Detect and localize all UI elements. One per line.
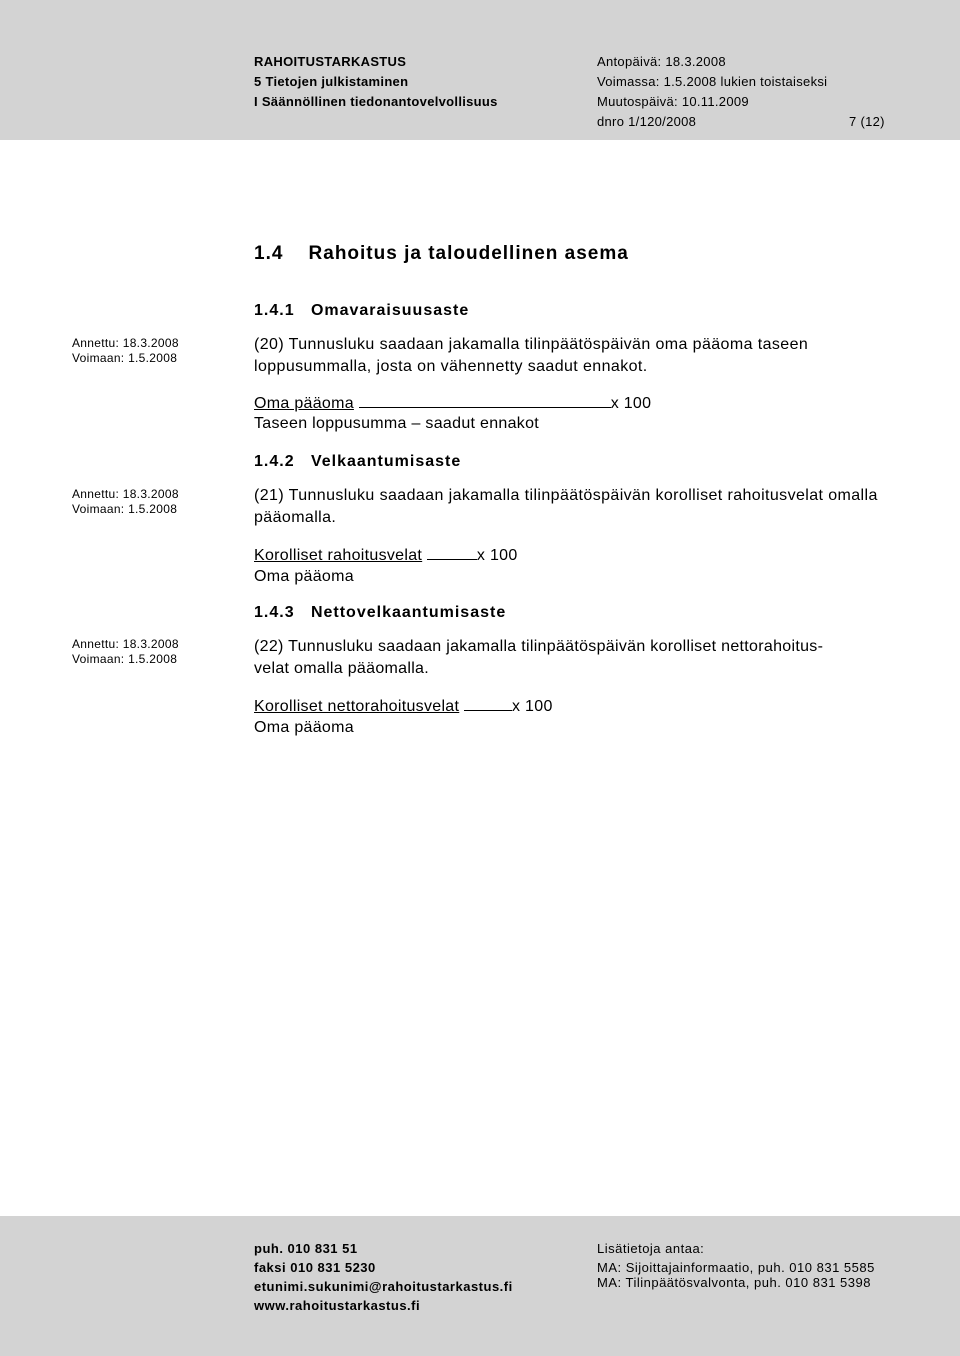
note-valid: Voimaan: 1.5.2008 — [72, 502, 178, 516]
footer-website-link[interactable]: www.rahoitustarkastus.fi — [254, 1298, 421, 1313]
section-number: 1.4.3 — [254, 604, 295, 621]
fraction-line — [359, 393, 611, 408]
section-heading-1-4-2 — [254, 453, 461, 471]
section-title: Nettovelkaantumisaste — [310, 604, 507, 621]
formula-denominator-2: Oma pääoma — [254, 568, 354, 585]
section-number: 1.4.1 — [254, 302, 295, 319]
footer-phone: puh. 010 831 51 — [254, 1241, 358, 1256]
header-section: 5 Tietojen julkistaminen — [254, 74, 409, 89]
note-issued: Annettu: 18.3.2008 — [72, 487, 179, 501]
note-valid: Voimaan: 1.5.2008 — [72, 351, 178, 365]
footer-email-link[interactable]: etunimi.sukunimi@rahoitustarkastus.fi — [254, 1279, 513, 1294]
margin-note-1-4-3 — [72, 637, 179, 667]
section-number: 1.4.2 — [254, 453, 295, 470]
header-valid: Voimassa: 1.5.2008 lukien toistaiseksi — [597, 74, 828, 89]
note-valid: Voimaan: 1.5.2008 — [72, 652, 178, 666]
formula-numerator-3 — [254, 696, 553, 718]
section-title: Velkaantumisaste — [310, 453, 462, 470]
multiplier: x 100 — [610, 395, 652, 412]
margin-note-1-4-1 — [72, 336, 179, 366]
formula-denominator-1: Taseen loppusumma – saadut ennakot — [254, 415, 540, 432]
header-page-number: 7 (12) — [849, 114, 885, 129]
numerator: Korolliset rahoitusvelat — [254, 547, 423, 564]
formula-denominator-3: Oma pääoma — [254, 719, 354, 736]
paragraph-22-line1: (22) Tunnusluku saadaan jakamalla tilinpäätöspäivän korolliset nettorahoitus- — [254, 638, 824, 655]
footer-contact-1: MA: Sijoittajainformaatio, puh. 010 831 5585 — [597, 1260, 875, 1275]
multiplier: x 100 — [476, 547, 518, 564]
numerator: Korolliset nettorahoitusvelat — [254, 698, 460, 715]
note-issued: Annettu: 18.3.2008 — [72, 336, 179, 350]
footer-info-label: Lisätietoja antaa: — [597, 1241, 705, 1256]
footer-fax: faksi 010 831 5230 — [254, 1260, 376, 1275]
multiplier: x 100 — [512, 698, 553, 715]
header-ref: dnro 1/120/2008 — [597, 114, 697, 129]
fraction-line — [427, 545, 477, 560]
formula-numerator-1 — [254, 393, 651, 415]
paragraph-22-line2: velat omalla pääomalla. — [254, 660, 429, 677]
numerator: Oma pääoma — [254, 395, 354, 412]
section-title: Omavaraisuusaste — [310, 302, 470, 319]
header-amended: Muutospäivä: 10.11.2009 — [597, 94, 749, 109]
paragraph-21: (21) Tunnusluku saadaan jakamalla tilinpäätöspäivän korolliset rahoitusvelat omalla pääomalla. — [254, 487, 878, 526]
footer-contact-2: MA: Tilinpäätösvalvonta, puh. 010 831 5398 — [597, 1275, 871, 1290]
note-issued: Annettu: 18.3.2008 — [72, 637, 179, 651]
header-issued: Antopäivä: 18.3.2008 — [597, 54, 726, 69]
paragraph-20: (20) Tunnusluku saadaan jakamalla tilinpäätöspäivän oma pääoma taseen loppusummalla, josta on vähennetty saadut ennakot. — [254, 336, 809, 375]
header-band — [0, 0, 960, 140]
page-title: 1.4 Rahoitus ja taloudellinen asema — [254, 243, 629, 264]
section-heading-1-4-1 — [254, 302, 469, 320]
formula-numerator-2 — [254, 545, 518, 567]
margin-note-1-4-2 — [72, 487, 179, 517]
header-subsection: I Säännöllinen tiedonantovelvollisuus — [254, 94, 498, 109]
section-heading-1-4-3 — [254, 604, 506, 622]
header-org: RAHOITUSTARKASTUS — [254, 54, 407, 69]
fraction-line — [464, 696, 512, 711]
